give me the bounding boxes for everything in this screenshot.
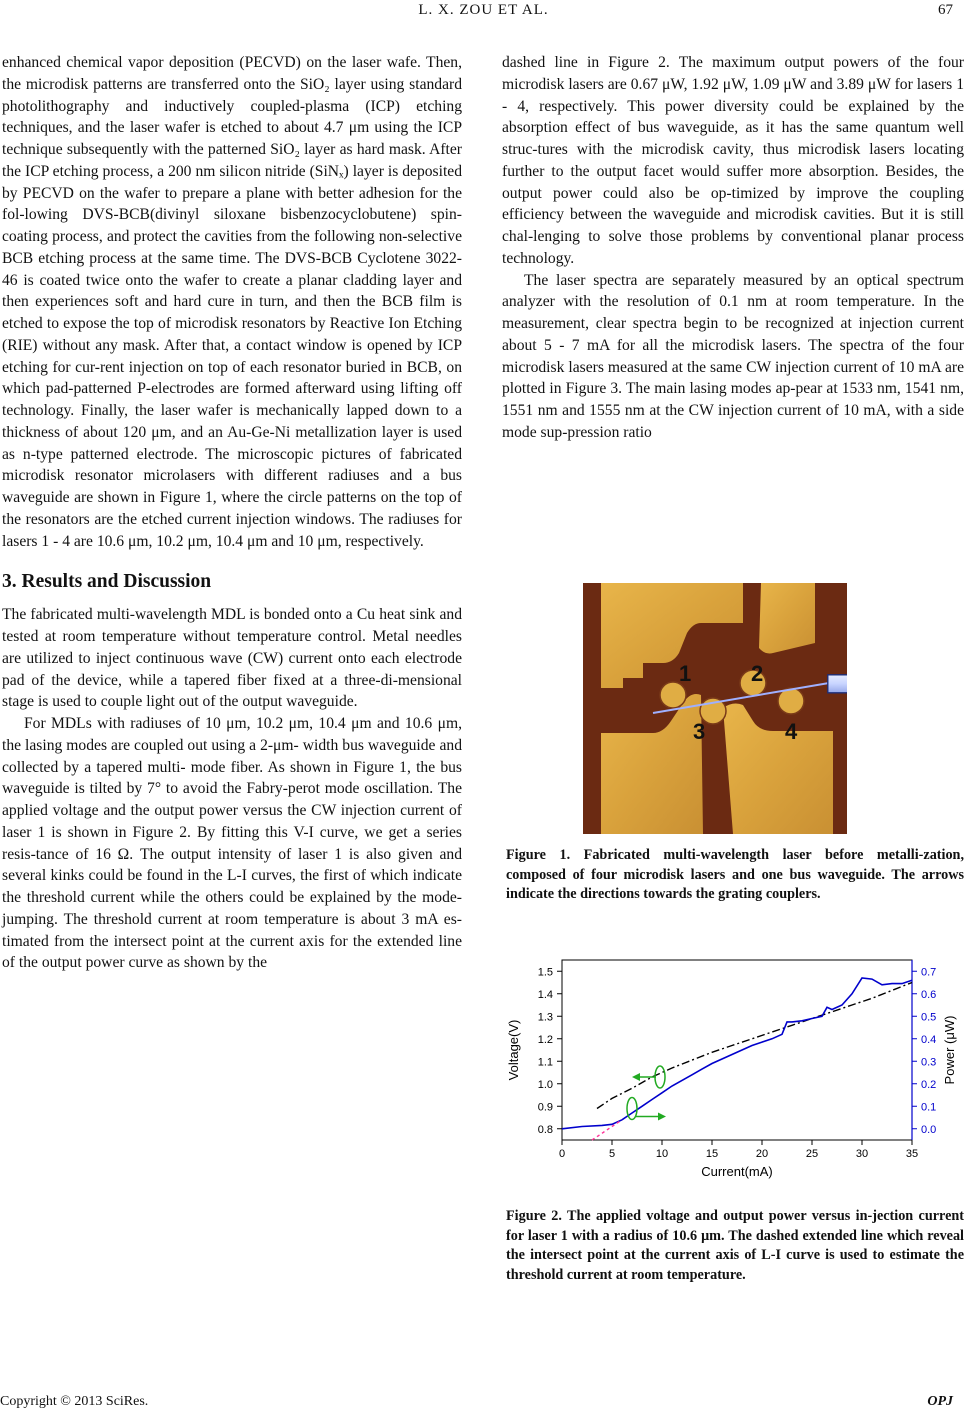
- annotation-ellipse: [655, 1066, 665, 1088]
- figure-2-chart: [502, 950, 964, 1190]
- x-tick-label: 15: [705, 1148, 719, 1160]
- footer-copyright: Copyright © 2013 SciRes.: [0, 1394, 149, 1409]
- y2-tick-label: 0.2: [921, 1078, 937, 1091]
- left-column: [2, 52, 462, 974]
- figure-1-caption: Figure 1. Fabricated multi-wavelength laser before metalli-zation, composed of four microdisk lasers and one bus waveguide. The arrows indicate the directions towards the grating couplers.: [506, 847, 964, 902]
- y-tick-label: 1.3: [537, 1011, 553, 1024]
- annotation-arrowhead-right: [658, 1113, 666, 1121]
- vi-li-chart: [502, 950, 964, 1190]
- x-tick-label: 10: [655, 1148, 669, 1160]
- y2-tick-label: 0.1: [921, 1101, 937, 1114]
- laser-label-2: 2: [751, 661, 764, 686]
- footer-journal: OPJ: [927, 1394, 953, 1409]
- y-tick-label: 1.4: [537, 988, 553, 1001]
- figure-1-photo: [583, 583, 847, 834]
- y2-tick-label: 0.7: [921, 966, 937, 979]
- y-tick-label: 1.0: [537, 1078, 553, 1091]
- plot-frame: [562, 960, 912, 1140]
- x-tick-label: 35: [905, 1148, 919, 1160]
- y-axis-label: Voltage(V): [506, 1019, 521, 1081]
- body-paragraph: dashed line in Figure 2. The maximum output powers of the four microdisk lasers are 0.67 μW, 1.92 μW, 1.09 μW and 3.89 μW for lasers 1 - 4, respectively. This power diversity could be explained by the absorption effect of bus waveguide, as it has the same quantum well struc-tures with the microdisk cavity, thus microdisk lasers locating further to the output facet would suffer more absorption. Besides, the output power could also be op-timized by improve the coupling efficiency between the waveguide and microdisk cavities. But it is still chal-lenging to solve those problems by conventional planar process technology.: [502, 54, 964, 267]
- right-column: [502, 52, 964, 444]
- x-tick-label: 5: [608, 1148, 616, 1160]
- y-tick-label: 1.1: [537, 1056, 553, 1069]
- laser-label-3: 3: [693, 719, 706, 744]
- body-paragraph: For MDLs with radiuses of 10 μm, 10.2 μm, 10.4 μm and 10.6 μm, the lasing modes are coupled out using a 2-μm- width bus waveguide and collected by a tapered multi- mode fiber. As shown in Figure 1, the bus waveguide is tilted by 7° to avoid the Fabry-perot mode oscillation. The applied voltage and the output power versus the CW injection current of laser 1 is shown in Figure 2. By fitting this V-I curve, we get a series resis-tance of 16 Ω. The output intensity of laser 1 is also given and several kinks could be found in the L-I curves, the first of which indicate the threshold current while the others could be explained by the mode-jumping. The threshold current at room temperature is about 3 mA es-timated from the intersect point at the current axis for the extended line of the output power curve as shown by the: [2, 715, 462, 972]
- figure-2-caption: Figure 2. The applied voltage and output power versus in-jection current for laser 1 with a radius of 10.6 μm. The dashed extended line which reveal the intersect point at the current axis of L-I curve is used to estimate the threshold current at room temperature.: [506, 1208, 964, 1283]
- annotation-arrowhead-left: [632, 1073, 640, 1081]
- body-paragraph: enhanced chemical vapor deposition (PECVD) on the laser wafe. Then, the microdisk patterns are transferred onto the SiO₂ layer using standard photolithography and inductively coupled-plasma (ICP) etching techniques, and the laser wafer is etched to about 4.7 μm using the ICP technique subsequently with the patterned SiO₂ layer as hard mask. After the ICP etching process, a 200 nm silicon nitride (SiNₓ) layer is deposited by PECVD on the wafer to prepare a plane with better adhesion for the fol-lowing DVS-BCB(divinyl siloxane bisbenzocyclobutene) spin-coating process, and protect the cavities from the following non-selective BCB etching process at the same time. The DVS-BCB Cyclotene 3022-46 is coated twice onto the wafer to create a planar cladding layer and then experiences soft and hard cure in turn, and then the BCB film is etched to expose the top of microdisk resonators by Reactive Ion Etching (RIE) without any mask. After that, a contact window is opened by ICP etching for cur-rent injection on top of each resonator buried in BCB, on which pad-patterned P-electrodes are formed afterward using lifting off technology. Finally, the laser wafer is mechanically lapped down to a thickness of about 120 μm, and an Au-Ge-Ni metallization layer is used as n-type patterned electrode. The microscopic pictures of fabricated microdisk resonator microlasers with different radiuses and a bus waveguide are shown in Figure 1, where the circle patterns on the top of the resonators are the etched current injection windows. The radiuses for lasers 1 - 4 are 10.6 μm, 10.2 μm, 10.4 μm and 10 μm, respectively.: [2, 54, 462, 550]
- y2-tick-label: 0.6: [921, 988, 937, 1001]
- y2-tick-label: 0.4: [921, 1033, 937, 1046]
- x-tick-label: 25: [805, 1148, 819, 1160]
- x-axis-label: Current(mA): [701, 1164, 773, 1179]
- y2-tick-label: 0.5: [921, 1011, 937, 1024]
- running-head: L. X. ZOU ET AL.: [418, 2, 549, 18]
- body-paragraph: The fabricated multi-wavelength MDL is bonded onto a Cu heat sink and tested at room temperature without temperature control. Metal needles are utilized to inject continuous wave (CW) current onto each electrode pad of the device, while a tapered fiber fixed at a three-di-mensional stage is used to couple light out of the output waveguide.: [2, 606, 462, 711]
- y2-tick-label: 0.0: [921, 1123, 937, 1136]
- series-line-0: [597, 983, 912, 1109]
- page-number: 67: [938, 2, 953, 18]
- annotation-ellipse: [627, 1098, 637, 1120]
- laser-label-1: 1: [679, 661, 692, 686]
- y-tick-label: 0.9: [537, 1101, 553, 1114]
- series-line-2: [592, 1120, 622, 1140]
- body-paragraph: The laser spectra are separately measured by an optical spectrum analyzer with the resolution of 0.1 nm at room temperature. In the measurement, clear spectra begin to be recognized at injection current about 5 - 7 mA for all the microdisk lasers. The spectra of the four microdisk lasers measured at the same CW injection current of 10 mA are plotted in Figure 3. The main lasing modes ap-pear at 1533 nm, 1541 nm, 1551 nm and 1555 nm at the CW injection current of 10 mA, with a side mode sup-pression ratio: [502, 271, 964, 441]
- y-tick-label: 1.2: [537, 1033, 553, 1046]
- x-tick-label: 30: [855, 1148, 869, 1160]
- section-heading: 3. Results and Discussion: [2, 571, 212, 593]
- electrode-pad: [759, 583, 815, 653]
- y2-tick-label: 0.3: [921, 1056, 937, 1069]
- y-tick-label: 0.8: [537, 1123, 553, 1136]
- series-line-1: [562, 978, 912, 1129]
- x-tick-label: 0: [558, 1148, 566, 1160]
- laser-label-4: 4: [785, 719, 798, 744]
- y2-axis-label: Power (μW): [942, 1015, 957, 1085]
- y-tick-label: 1.5: [537, 966, 553, 979]
- x-tick-label: 20: [755, 1148, 769, 1160]
